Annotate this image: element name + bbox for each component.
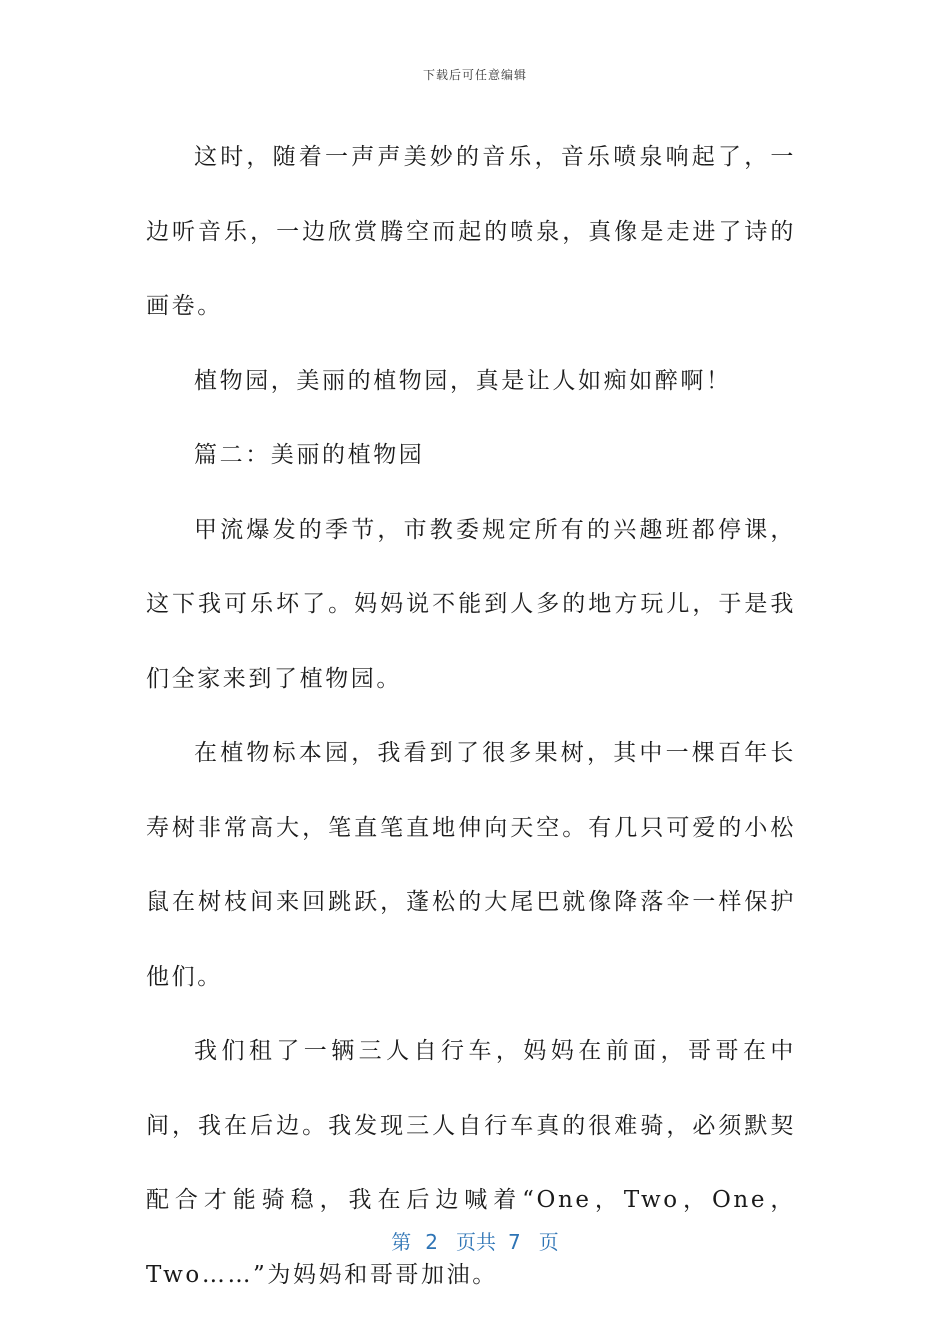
footer-current-page: 2	[425, 1230, 438, 1254]
paragraph: 这时，随着一声声美妙的音乐，音乐喷泉响起了，一边听音乐，一边欣赏腾空而起的喷泉，真像是走进了诗的画卷。	[146, 144, 796, 319]
document-body	[146, 120, 796, 1312]
paragraph: 在植物标本园，我看到了很多果树，其中一棵百年长寿树非常高大，笔直笔直地伸向天空。有几只可爱的小松鼠在树枝间来回跳跃，蓬松的大尾巴就像降落伞一样保护他们。	[146, 740, 796, 990]
header-note: 下载后可任意编辑	[422, 68, 527, 82]
section-heading: 篇二：美丽的植物园	[194, 442, 425, 468]
footer-page-suffix: 页	[538, 1230, 559, 1254]
paragraph: 我们租了一辆三人自行车，妈妈在前面，哥哥在中间，我在后边。我发现三人自行车真的很难骑，必须默契配合才能骑稳，我在后边喊着“One，Two，One，Two……”为妈妈和哥哥加油。	[146, 1038, 796, 1288]
paragraph: 植物园，美丽的植物园，真是让人如痴如醉啊！	[194, 367, 732, 394]
paragraph: 甲流爆发的季节，市教委规定所有的兴趣班都停课，这下我可乐坏了。妈妈说不能到人多的地方玩儿，于是我们全家来到了植物园。	[146, 516, 796, 692]
footer-total-pages: 7	[508, 1230, 521, 1254]
page-footer	[0, 1226, 950, 1255]
footer-page-prefix: 第	[391, 1230, 412, 1254]
footer-page-mid: 页共	[456, 1230, 496, 1254]
